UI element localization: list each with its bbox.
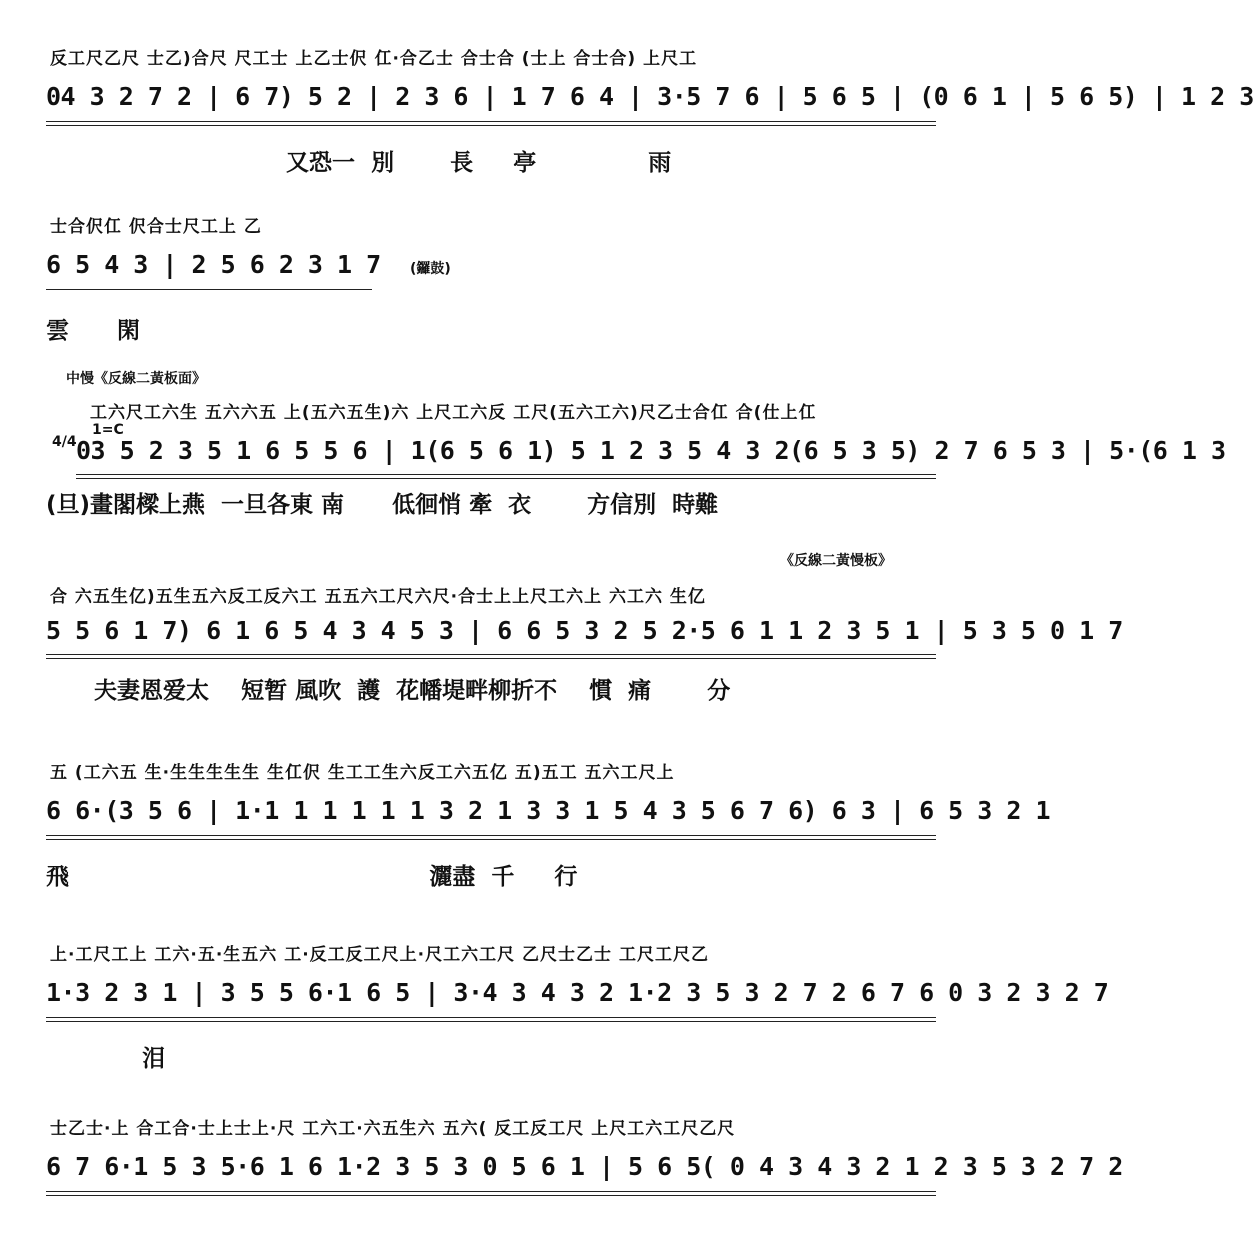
beam-line — [46, 835, 936, 836]
beam-line — [46, 839, 936, 840]
gongche-line: 合 六五生亿)五生五六反工反六工 五五六工尺六尺·合士上上尺工六上 六工六 生亿 — [50, 587, 706, 607]
lyric-line: 泪 — [46, 1046, 166, 1072]
lyric-line: 飛 灑盡 千 行 — [46, 864, 578, 890]
gongche-line: 工六尺工六生 五六六五 上(五六五生)六 上尺工六反 工尺(五六工六)尺乙士合仜 合(仕上仜 — [90, 403, 817, 423]
beam-line — [46, 121, 936, 122]
time-signature: 4/4 — [52, 434, 77, 450]
jianpu-line: 6 5 4 3 | 2 5 6 2 3 1 7 — [46, 250, 381, 279]
lyric-line: (旦)畫閣樑上燕 一旦各東 南 低徊悄 牽 衣 方信別 時難 — [46, 492, 719, 518]
percussion-note: (鑼鼓) — [410, 261, 451, 277]
beam-line — [46, 1021, 936, 1022]
jianpu-line: 6 6·(3 5 6 | 1·1 1 1 1 1 1 3 2 1 3 3 1 5 4 3 5 6 7 6) 6 3 | 6 5 3 2 1 — [46, 796, 1051, 825]
jianpu-line: 04 3 2 7 2 | 6 7) 5 2 | 2 3 6 | 1 7 6 4 | 3·5 7 6 | 5 6 5 | (0 6 1 | 5 6 5) | 1 2 3 — [46, 82, 1254, 111]
beam-line — [46, 1191, 936, 1192]
lyric-line — [46, 1214, 936, 1248]
lyric-line: 又恐一 別 長 亭 雨 — [230, 150, 672, 176]
section-heading: 《反線二黃慢板》 — [780, 553, 892, 569]
jianpu-line: 1·3 2 3 1 | 3 5 5 6·1 6 5 | 3·4 3 4 3 2 1·2 3 5 3 2 7 2 6 7 6 0 3 2 3 2 7 — [46, 978, 1109, 1007]
lyric-line: 雲 閑 — [46, 318, 141, 344]
lyric-line: 夫妻恩爱太 短暂 風吹 護 花幡堤畔柳折不 慣 痛 分 — [46, 678, 731, 704]
beam-line — [46, 1195, 936, 1196]
beam-line — [46, 289, 372, 290]
gongche-line: 反工尺乙尺 士乙)合尺 尺工士 上乙士伬 仜·合乙士 合士合 (士上 合士合) 上尺工 — [50, 49, 698, 69]
gongche-line: 士乙士·上 合工合·士上士上·尺 工六工·六五生六 五六( 反工反工尺 上尺工六工尺乙尺 — [50, 1119, 736, 1139]
jianpu-line: 5 5 6 1 7) 6 1 6 5 4 3 4 5 3 | 6 6 5 3 2 5 2·5 6 1 1 2 3 5 1 | 5 3 5 0 1 7 — [46, 616, 1123, 645]
gongche-line: 上·工尺工上 工六·五·生五六 工·反工反工尺上·尺工六工尺 乙尺士乙士 工尺工尺乙 — [50, 945, 709, 965]
gongche-line: 士合伬仜 伬合士尺工上 乙 — [50, 217, 262, 237]
gongche-line: 五 (工六五 生·生生生生生 生仜伬 生工工生六反工六五亿 五)五工 五六工尺上 — [50, 763, 675, 783]
beam-line — [46, 1017, 936, 1018]
beam-line — [46, 125, 936, 126]
section-heading: 中慢《反線二黃板面》 — [66, 371, 206, 387]
key-signature: 1=C — [92, 422, 124, 438]
beam-line — [46, 654, 936, 655]
jianpu-line: 03 5 2 3 5 1 6 5 5 6 | 1(6 5 6 1) 5 1 2 3 5 4 3 2(6 5 3 5) 2 7 6 5 3 | 5·(6 1 3 — [76, 436, 1226, 465]
beam-line — [76, 478, 936, 479]
jianpu-line: 6 7 6·1 5 3 5·6 1 6 1·2 3 5 3 0 5 6 1 | 5 6 5( 0 4 3 4 3 2 1 2 3 5 3 2 7 2 — [46, 1152, 1123, 1181]
beam-line — [76, 474, 936, 475]
beam-line — [46, 658, 936, 659]
